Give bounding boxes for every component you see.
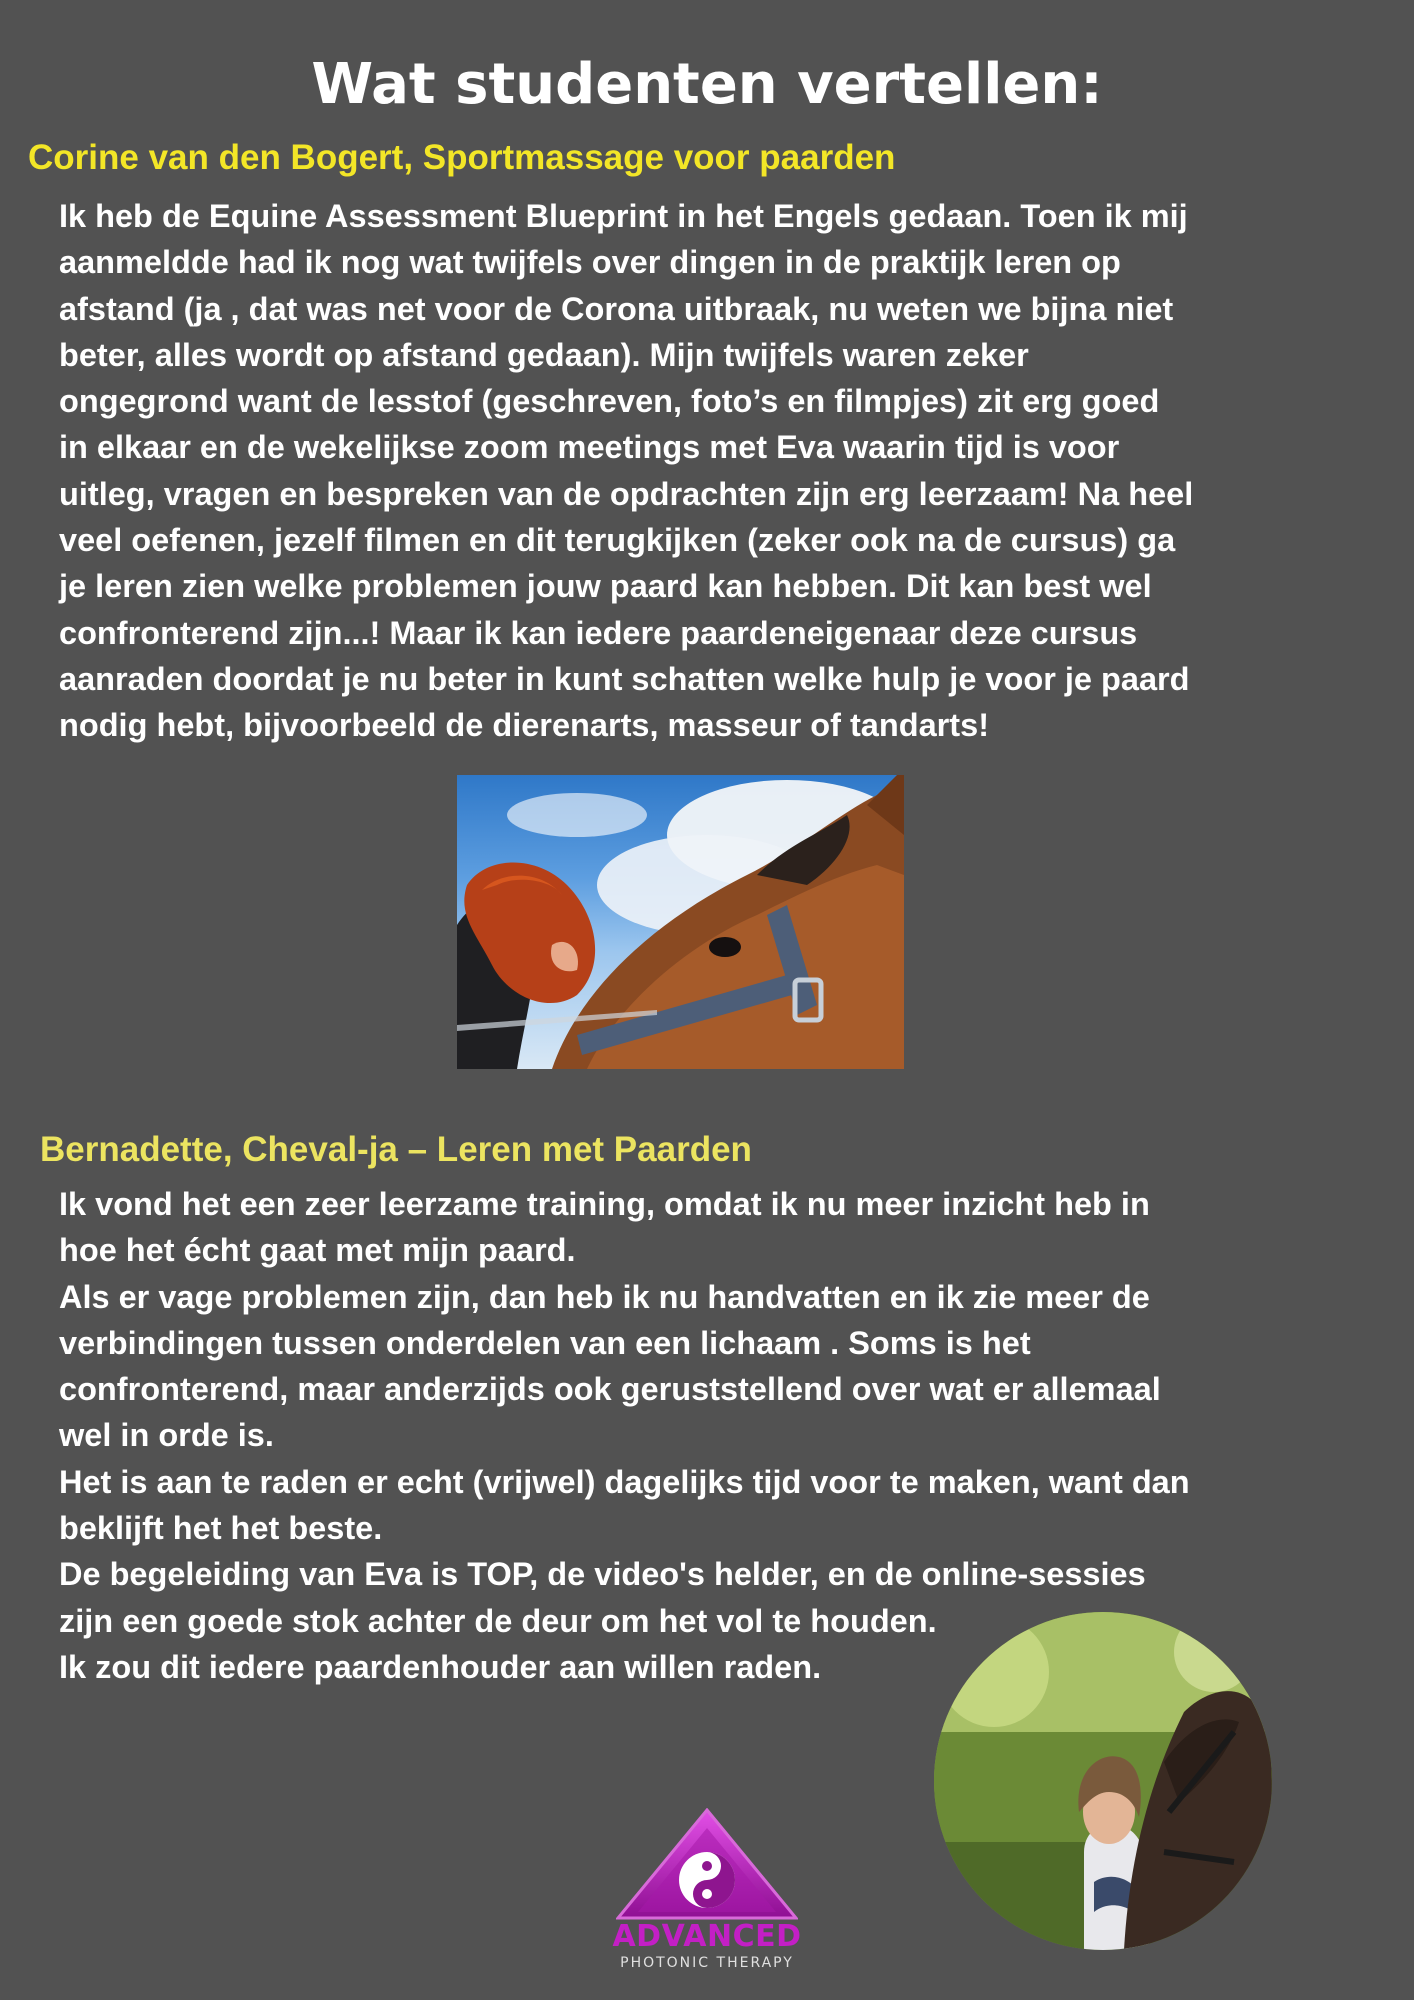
horse-photo-illustration bbox=[457, 775, 904, 1069]
brand-logo bbox=[604, 1808, 810, 1978]
logo-tagline: PHOTONIC THERAPY bbox=[620, 1955, 794, 1971]
review-text: Ik vond het een zeer leerzame training, omdat ik nu meer inzicht heb in hoe het écht gaat met mijn paard. Als er vage problemen zijn, dan heb ik nu handvatten en ik zie meer de verbindingen tussen onderdelen van een lichaam . Soms is het confronterend, maar anderzijds ook geruststellend over wat er allemaal wel in orde is. Het is aan te raden er echt (vrijwel) dagelijks tijd voor te maken, want dan beklijft het het beste. De begeleiding van Eva is TOP, de video's helder, en de online-sessies zijn een goede stok achter de deur om het vol te houden. Ik zou dit iedere paardenhouder aan willen raden. bbox=[59, 1186, 1190, 1685]
portrait-photo bbox=[934, 1612, 1272, 1950]
portrait-photo-illustration bbox=[934, 1612, 1272, 1950]
page-title: Wat studenten vertellen: bbox=[311, 52, 1103, 117]
yin-yang-triangle-icon bbox=[616, 1808, 798, 1920]
review-author-name: Corine van den Bogert, Sportmassage voor paarden bbox=[28, 138, 896, 177]
logo-wordmark: ADVANCED bbox=[612, 1919, 802, 1954]
review-text: Ik heb de Equine Assessment Blueprint in het Engels gedaan. Toen ik mij aanmeldde had ik nog wat twijfels over dingen in de praktijk leren op afstand (ja , dat was net voor de Corona uitbraak, nu weten we bijna niet beter, alles wordt op afstand gedaan). Mijn twijfels waren zeker ongegrond want de lesstof (geschreven, foto’s en filmpjes) zit erg goed in elkaar en de wekelijkse zoom meetings met Eva waarin tijd is voor uitleg, vragen en bespreken van de opdrachten zijn erg leerzaam! Na heel veel oefenen, jezelf filmen en dit terugkijken (zeker ook na de cursus) ga je leren zien welke problemen jouw paard kan hebben. Dit kan best wel confronterend zijn...! Maar ik kan iedere paardeneigenaar deze cursus aanraden doordat je nu beter in kunt schatten welke hulp je voor je paard nodig hebt, bijvoorbeeld de dierenarts, masseur of tandarts! bbox=[59, 198, 1194, 744]
review-author-name: Bernadette, Cheval-ja – Leren met Paarden bbox=[40, 1130, 752, 1169]
horse-photo bbox=[457, 775, 904, 1069]
